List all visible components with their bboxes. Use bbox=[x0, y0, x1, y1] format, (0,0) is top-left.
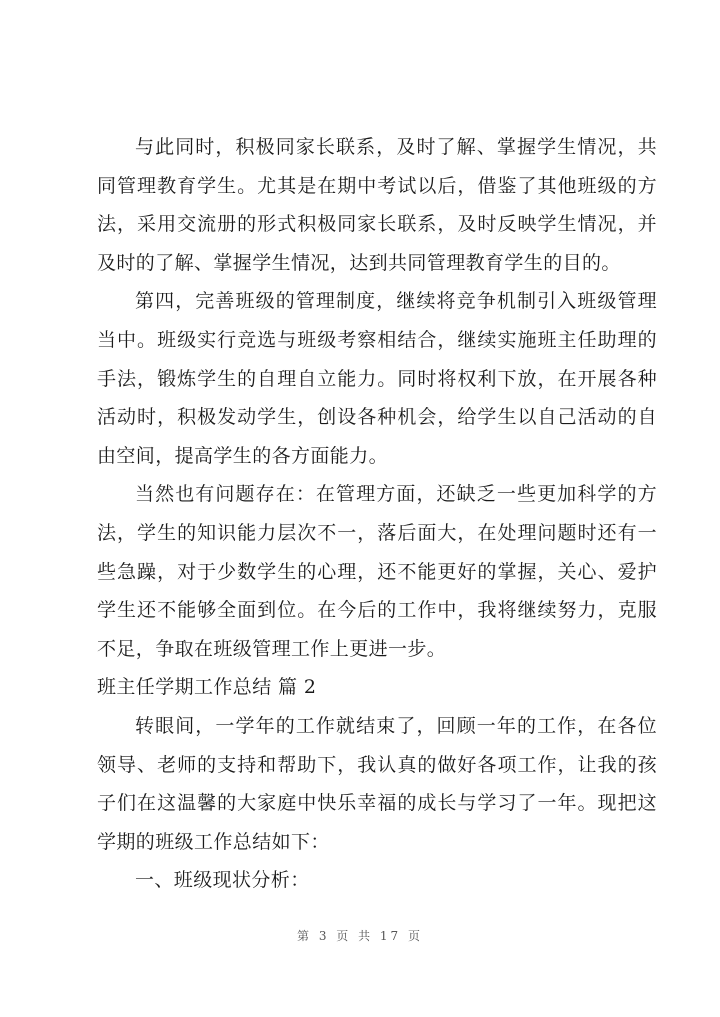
document-body bbox=[97, 128, 657, 900]
paragraph-existing-problems: 当然也有问题存在：在管理方面，还缺乏一些更加科学的方法，学生的知识能力层次不一，落后面大，在处理问题时还有一些急躁，对于少数学生的心理，还不能更好的掌握，关心、爱护学生还不能够全面到位。在今后的工作中，我将继续努力，克服不足，争取在班级管理工作上更进一步。 bbox=[97, 483, 657, 660]
paragraph-contact-parents: 与此同时，积极同家长联系，及时了解、掌握学生情况，共同管理教育学生。尤其是在期中考试以后，借鉴了其他班级的方法，采用交流册的形式积极同家长联系，及时反映学生情况，并及时的了解、掌握学生情况，达到共同管理教育学生的目的。 bbox=[97, 136, 657, 274]
paragraph-management-system: 第四，完善班级的管理制度，继续将竞争机制引入班级管理当中。班级实行竞选与班级考察相结合，继续实施班主任助理的手法，锻炼学生的自理自立能力。同时将权利下放，在开展各种活动时，积极发动学生，创设各种机会，给学生以自己活动的自由空间，提高学生的各方面能力。 bbox=[97, 290, 657, 467]
paragraph-year-review: 转眼间，一学年的工作就结束了，回顾一年的工作，在各位领导、老师的支持和帮助下，我认真的做好各项工作，让我的孩子们在这温馨的大家庭中快乐幸福的成长与学习了一年。现把这学期的班级工作总结如下： bbox=[97, 714, 657, 853]
paragraph-class-analysis-heading: 一、班级现状分析： bbox=[135, 869, 310, 892]
page-number-footer: 第 3 页 共 17 页 bbox=[297, 929, 423, 943]
section-heading: 班主任学期工作总结 篇 2 bbox=[97, 676, 317, 699]
